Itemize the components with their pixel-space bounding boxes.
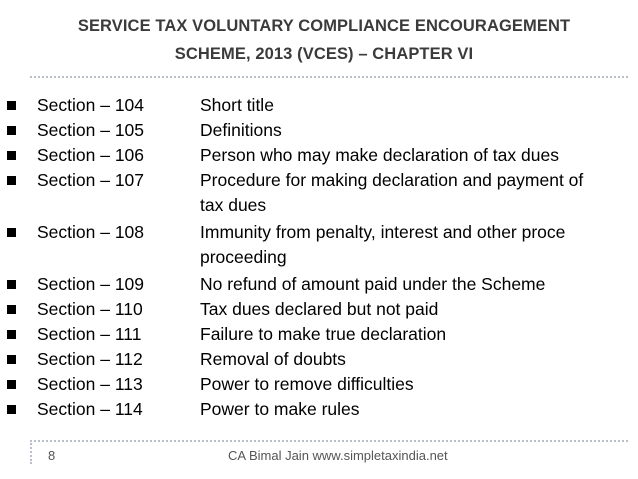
section-description-line-1: Immunity from penalty, interest and other proce (200, 222, 566, 242)
section-number: Section – 111 (37, 324, 142, 344)
section-description: Definitions (200, 120, 282, 140)
square-bullet-icon (7, 151, 16, 160)
page-number: 8 (48, 448, 56, 463)
square-bullet-icon (7, 101, 16, 110)
section-number: Section – 114 (37, 399, 143, 419)
section-description: No refund of amount paid under the Scheme (200, 274, 546, 294)
section-number: Section – 113 (37, 374, 143, 394)
section-description: Failure to make true declaration (200, 324, 447, 344)
section-description: Short title (200, 95, 274, 115)
section-number: Section – 104 (37, 95, 145, 115)
section-number: Section – 110 (37, 299, 143, 319)
section-number: Section – 107 (37, 170, 145, 190)
section-number: Section – 105 (37, 120, 145, 140)
section-number: Section – 112 (37, 349, 143, 369)
section-description: Power to remove difficulties (200, 374, 414, 394)
section-description-line-2: tax dues (200, 195, 267, 215)
square-bullet-icon (7, 305, 16, 314)
title-divider (30, 76, 628, 78)
slide-title-line-2: SCHEME, 2013 (VCES) – CHAPTER VI (174, 45, 474, 63)
section-description: Power to make rules (200, 399, 360, 419)
footer-tick (30, 440, 32, 464)
section-description-line-1: Procedure for making declaration and payment of (200, 170, 584, 190)
slide-title-line-1: SERVICE TAX VOLUNTARY COMPLIANCE ENCOURAGEMENT (77, 17, 571, 35)
section-number: Section – 109 (37, 274, 145, 294)
section-number: Section – 108 (37, 222, 145, 242)
square-bullet-icon (7, 176, 16, 185)
square-bullet-icon (7, 330, 16, 339)
square-bullet-icon (7, 228, 16, 237)
section-description: Tax dues declared but not paid (200, 299, 439, 319)
square-bullet-icon (7, 280, 16, 289)
section-description: Person who may make declaration of tax dues (200, 145, 559, 165)
square-bullet-icon (7, 380, 16, 389)
square-bullet-icon (7, 126, 16, 135)
square-bullet-icon (7, 405, 16, 414)
square-bullet-icon (7, 355, 16, 364)
section-description: Removal of doubts (200, 349, 346, 369)
section-number: Section – 106 (37, 145, 145, 165)
section-description-line-2: proceeding (200, 247, 287, 267)
footer-credit: CA Bimal Jain www.simpletaxindia.net (228, 448, 448, 463)
footer-divider (30, 440, 628, 442)
